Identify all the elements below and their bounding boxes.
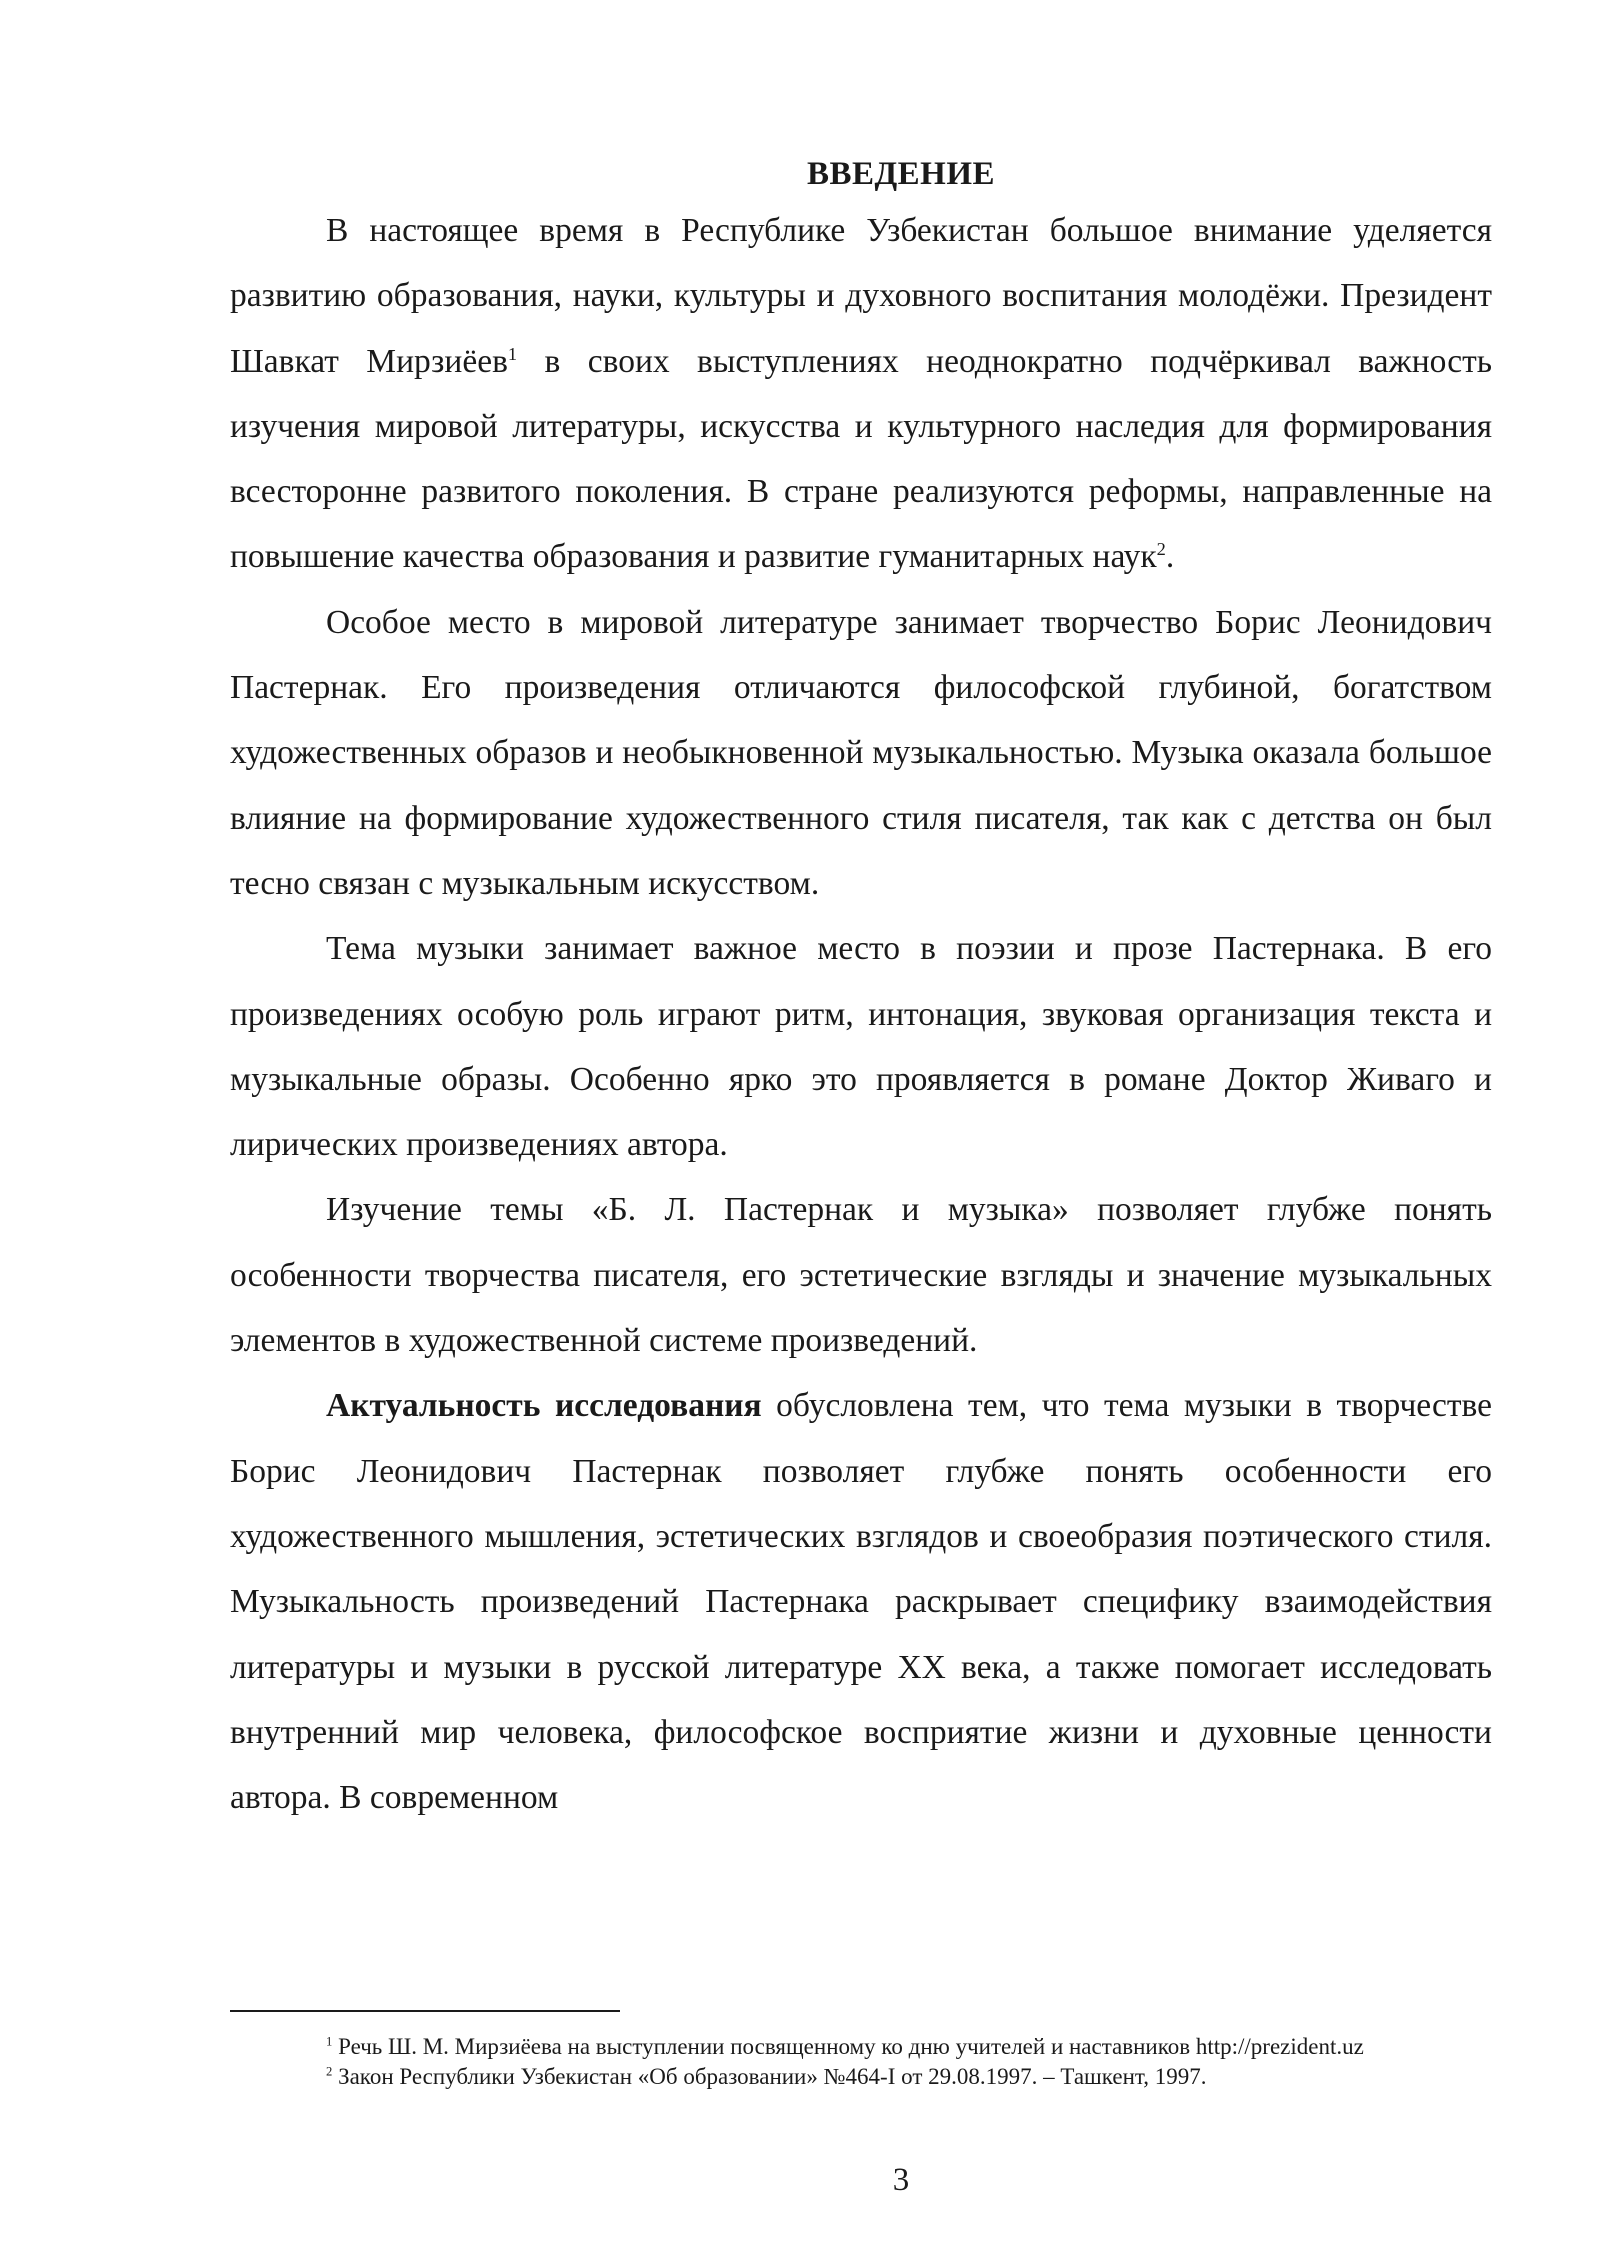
footnote-text: Речь Ш. М. Мирзиёева на выступлении посвященному ко дню учителей и наставников http://prezident.uz [332, 2034, 1364, 2059]
footnotes [230, 2010, 1492, 2092]
footnote-divider [230, 2010, 620, 2012]
document-page [230, 150, 1492, 2210]
paragraph-introduction [230, 198, 1492, 590]
footnote-ref-1[interactable]: 1 [507, 343, 518, 364]
paragraph-text: обусловлена тем, что тема музыки в творчестве Борис Леонидович Пастернак позволяет глубже понять особенности его художественного мышления, эстетических взглядов и своеобразия поэтического стиля. Музыкальность произведений Пастернака раскрывает специфику взаимодействия литературы и музыки в русской литературе XX века, а также помогает исследовать внутренний мир человека, философское восприятие жизни и духовные ценности автора. В современном [230, 1387, 1493, 1817]
paragraph-text: . [1165, 538, 1175, 576]
body-text [230, 198, 1492, 1830]
paragraph-text: в своих выступлениях неоднократно подчёркивал важность изучения мировой литературы, искусства и культурного наследия для формирования всесторонне развитого поколения. В стране реализуются реформы, направленные на повышение качества образования и развитие гуманитарных наук [230, 342, 1492, 576]
footnote-mark: 1 [326, 2034, 333, 2049]
footnote-2 [230, 2062, 1492, 2092]
footnote-ref-2[interactable]: 2 [1156, 539, 1166, 560]
page-number: 3 [892, 2162, 910, 2198]
paragraph-music-theme: Тема музыки занимает важное место в поэзии и прозе Пастернака. В его произведениях особую роль играют ритм, интонация, звуковая организация текста и музыкальные образы. Особенно ярко это проявляется в романе Доктор Живаго и лирических произведениях автора. [230, 930, 1492, 1164]
footnote-text: Закон Республики Узбекистан «Об образовании» №464-I от 29.08.1997. – Ташкент, 1997. [332, 2064, 1207, 2089]
paragraph-pasternak: Особое место в мировой литературе занимает творчество Борис Леонидович Пастернак. Его произведения отличаются философской глубиной, богатством художественных образов и необыкновенной музыкальностью. Музыка оказала большое влияние на формирование художественного стиля писателя, так как с детства он был тесно связан с музыкальным искусством. [230, 603, 1492, 902]
page-title: ВВЕДЕНИЕ [806, 156, 996, 192]
paragraph-study-topic: Изучение темы «Б. Л. Пастернак и музыка» позволяет глубже понять особенности творчества писателя, его эстетические взгляды и значение музыкальных элементов в художественной системе произведений. [230, 1191, 1492, 1360]
footnote-mark: 2 [326, 2064, 333, 2079]
paragraph-relevance [230, 1373, 1492, 1830]
relevance-label: Актуальность исследования [326, 1387, 762, 1425]
footnote-1 [230, 2032, 1492, 2062]
paragraph-text: В настоящее время в Республике Узбекистан большое внимание уделяется развитию образования, науки, культуры и духовного воспитания молодёжи. Президент Шавкат Мирзиёев [230, 212, 1492, 380]
